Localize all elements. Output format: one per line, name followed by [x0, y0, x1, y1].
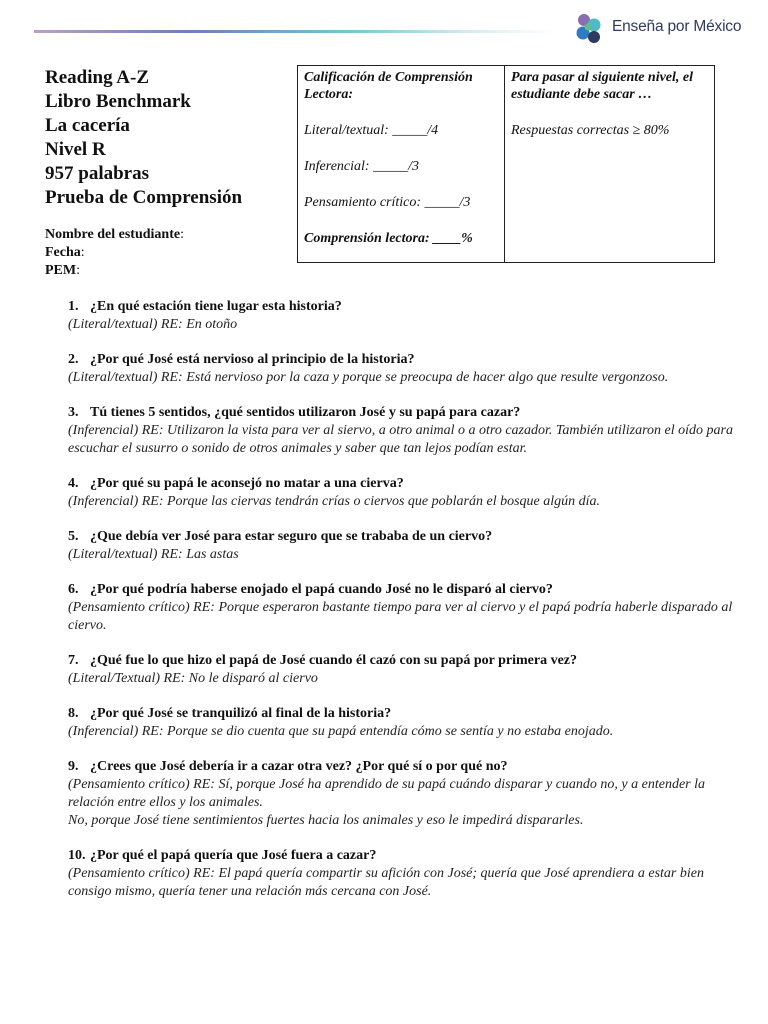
logo-mark-icon: [572, 12, 606, 46]
student-name-field[interactable]: [45, 226, 184, 244]
score-inferential[interactable]: Inferencial: _____/3: [304, 159, 419, 174]
question-number: 8.: [68, 706, 79, 721]
question-number: 9.: [68, 759, 79, 774]
document-title-block: [45, 66, 242, 210]
question-text: ¿Crees que José debería ir a cazar otra vez? ¿Por qué sí o por qué no?: [90, 759, 508, 774]
question-text: ¿Por qué José está nervioso al principio de la historia?: [90, 352, 415, 367]
answer-text: (Inferencial) RE: Utilizaron la vista para ver al siervo, a otro animal o a otro cazador. También utilizaron el oído para escuchar el susurro o sonido de otros animales y saber que tan lejos podían estar.: [68, 423, 733, 456]
answer-text: (Literal/textual) RE: En otoño: [68, 317, 238, 332]
question-item: [68, 758, 738, 830]
field-suffix: :: [180, 227, 184, 242]
title-line: Libro Benchmark: [45, 91, 191, 112]
question-item: [68, 705, 738, 741]
answer-text: (Pensamiento crítico) RE: Sí, porque José ha aprendido de su papá cuándo disparar y cuando no, y a entender la relación entre ellos y los animales.: [68, 777, 706, 810]
question-list: [68, 298, 738, 918]
student-fields: [45, 226, 184, 280]
question-text: ¿Por qué su papá le aconsejó no matar a una cierva?: [90, 476, 404, 491]
answer-text: (Pensamiento crítico) RE: El papá quería compartir su afición con José; quería que José aprendiera a estar bien consigo mismo, quería tener una relación más cercana con José.: [68, 866, 704, 899]
question-item: [68, 847, 738, 901]
question-number: 7.: [68, 653, 79, 668]
pem-field[interactable]: [45, 262, 184, 280]
score-literal[interactable]: Literal/textual: _____/4: [304, 123, 439, 138]
title-line: Prueba de Comprensión: [45, 187, 243, 208]
score-critical[interactable]: Pensamiento crítico: _____/3: [304, 195, 471, 210]
question-number: 10.: [68, 848, 86, 863]
question-text: ¿Por qué podría haberse enojado el papá cuando José no le disparó al ciervo?: [90, 582, 553, 597]
question-text: ¿Qué fue lo que hizo el papá de José cuando él cazó con su papá por primera vez?: [90, 653, 578, 668]
score-title: Calificación de Comprensión Lectora:: [304, 70, 473, 102]
question-text: ¿Que debía ver José para estar seguro que se trababa de un ciervo?: [90, 529, 493, 544]
answer-text: (Inferencial) RE: Porque las ciervas tendrán crías o ciervos que poblarán el bosque algún día.: [68, 494, 601, 509]
title-line: La cacería: [45, 115, 130, 136]
field-label: Fecha: [45, 245, 81, 260]
question-number: 5.: [68, 529, 79, 544]
question-number: 1.: [68, 299, 79, 314]
question-number: 3.: [68, 405, 79, 420]
question-item: [68, 351, 738, 387]
score-box: [297, 65, 715, 263]
header-gradient-rule: [34, 30, 554, 33]
title-line: Nivel R: [45, 139, 106, 160]
field-label: Nombre del estudiante: [45, 227, 181, 242]
answer-text: (Literal/textual) RE: Está nervioso por la caza y porque se preocupa de hacer algo que resulte vergonzoso.: [68, 370, 669, 385]
logo-text: Enseña por México: [612, 18, 742, 35]
question-item: [68, 475, 738, 511]
question-text: Tú tienes 5 sentidos, ¿qué sentidos utilizaron José y su papá para cazar?: [90, 405, 521, 420]
pass-title: Para pasar al siguiente nivel, el estudiante debe sacar …: [511, 70, 693, 102]
field-label: PEM: [45, 263, 77, 278]
question-number: 2.: [68, 352, 79, 367]
question-item: [68, 581, 738, 635]
score-breakdown: [298, 66, 505, 262]
answer-text: (Literal/textual) RE: Las astas: [68, 547, 239, 562]
question-text: ¿Por qué el papá quería que José fuera a cazar?: [90, 848, 377, 863]
pass-threshold: Respuestas correctas ≥ 80%: [511, 123, 670, 138]
field-suffix: :: [80, 245, 85, 260]
question-item: [68, 528, 738, 564]
logo: [572, 12, 752, 48]
pass-criteria: [505, 66, 714, 262]
question-number: 6.: [68, 582, 79, 597]
question-text: ¿En qué estación tiene lugar esta historia?: [90, 299, 342, 314]
answer-text: (Literal/Textual) RE: No le disparó al ciervo: [68, 671, 318, 686]
title-line: 957 palabras: [45, 163, 149, 184]
question-text: ¿Por qué José se tranquilizó al final de la historia?: [90, 706, 392, 721]
answer-text: (Inferencial) RE: Porque se dio cuenta que su papá entendía cómo se sentía y no estaba enojado.: [68, 724, 614, 739]
question-item: [68, 298, 738, 334]
answer-text-alt: No, porque José tiene sentimientos fuertes hacia los animales y eso le impedirá dispararles.: [68, 813, 584, 828]
question-number: 4.: [68, 476, 79, 491]
score-total[interactable]: Comprensión lectora: ____%: [304, 231, 473, 246]
field-suffix: :: [76, 263, 80, 278]
question-item: [68, 404, 738, 458]
date-field[interactable]: [45, 244, 184, 262]
answer-text: (Pensamiento crítico) RE: Porque esperaron bastante tiempo para ver al ciervo y el papá podría haberle disparado al ciervo.: [68, 600, 733, 633]
question-item: [68, 652, 738, 688]
title-line: Reading A-Z: [45, 67, 149, 88]
